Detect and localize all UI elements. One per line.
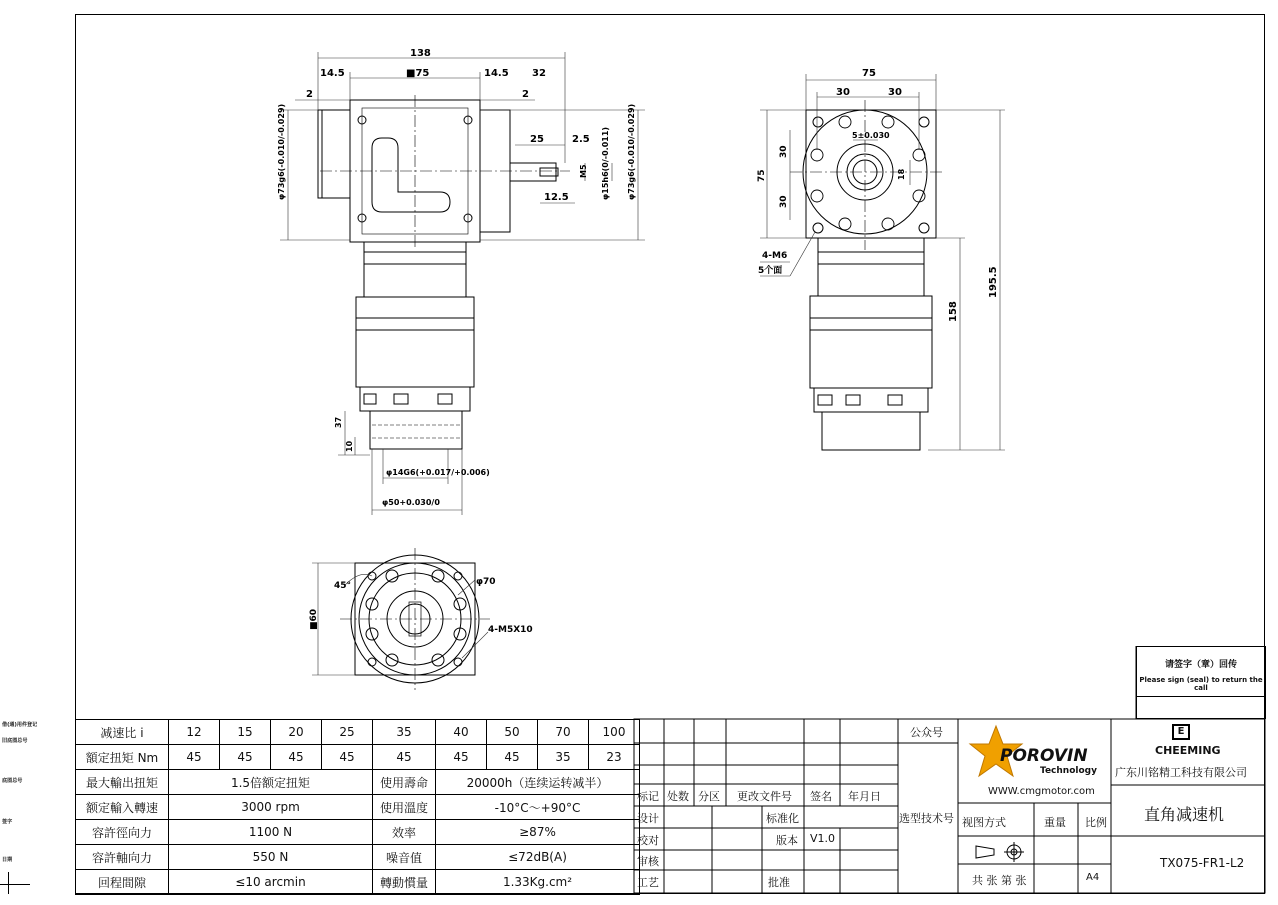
tb-std: 标准化	[766, 812, 799, 825]
dim-25: 25	[530, 134, 544, 145]
spec-label: 容許徑向力	[76, 820, 169, 845]
spec-label: 轉動慣量	[373, 870, 436, 895]
dim-75: 75	[757, 169, 767, 182]
spec-cell: 25	[322, 720, 373, 745]
tb-sig: 签名	[810, 790, 832, 803]
model-number: TX075-FR1-L2	[1160, 856, 1245, 870]
spec-cell: 1.33Kg.cm²	[436, 870, 640, 895]
dim-phi14: φ14G6(+0.017/+0.006)	[386, 468, 490, 477]
dim-138: 138	[410, 48, 431, 59]
dim-5-faces: 5个面	[758, 266, 783, 276]
corner-mark	[0, 884, 30, 885]
dim-2: 2	[522, 89, 529, 100]
side-label: 签字	[2, 818, 13, 825]
tb-selector: 选型技术号	[899, 812, 954, 825]
spec-cell: 550 N	[169, 845, 373, 870]
tb-design: 设计	[637, 812, 659, 825]
projection-symbol-icon	[972, 840, 1028, 862]
spec-cell: ≤10 arcmin	[169, 870, 373, 895]
product-name: 直角减速机	[1144, 805, 1225, 824]
spec-cell: 35	[373, 720, 436, 745]
spec-cell: 45	[487, 745, 538, 770]
spec-cell: 23	[589, 745, 640, 770]
table-row	[76, 795, 640, 820]
spec-cell: 45	[169, 745, 220, 770]
tb-approve: 批准	[768, 876, 790, 889]
table-row	[76, 820, 640, 845]
dim-75: 75	[862, 68, 876, 79]
bottom-view	[312, 548, 490, 690]
side-label: 日期	[2, 856, 13, 863]
spec-cell: 3000 rpm	[169, 795, 373, 820]
dim-14-5: 14.5	[484, 68, 509, 79]
tb-gzh: 公众号	[910, 726, 943, 739]
tb-review: 审核	[637, 855, 659, 868]
tb-scale: 比例	[1085, 816, 1107, 829]
side-label: 底图总号	[2, 777, 23, 784]
sign-return-box	[1136, 646, 1266, 719]
spec-cell: 20	[271, 720, 322, 745]
dim-30: 30	[836, 87, 850, 98]
tb-zone: 分区	[698, 790, 720, 803]
tb-view: 视图方式	[962, 816, 1006, 829]
side-label: 借(通)用件登记	[2, 721, 38, 728]
spec-cell: ≤72dB(A)	[436, 845, 640, 870]
tb-version-label: 版本	[776, 834, 798, 847]
dim-12-5: 12.5	[544, 192, 569, 203]
spec-cell: 1.5倍额定扭矩	[169, 770, 373, 795]
dim-158: 158	[948, 301, 959, 322]
dim-30: 30	[779, 195, 789, 208]
dim-5: 5±0.030	[852, 131, 890, 140]
dim-sq60: ■60	[309, 608, 319, 630]
dim-m5: M5	[579, 164, 588, 178]
front-view	[280, 52, 645, 515]
dim-18: 18	[897, 168, 906, 180]
dim-30: 30	[888, 87, 902, 98]
dim-phi15: φ15h6(0/-0.011)	[601, 126, 610, 200]
tb-craft: 工艺	[637, 876, 659, 889]
tb-doc: 更改文件号	[737, 790, 792, 803]
dim-45deg: 45°	[334, 581, 352, 591]
spec-cell: 35	[538, 745, 589, 770]
spec-label: 效率	[373, 820, 436, 845]
company-name: 广东川铭精工科技有限公司	[1115, 766, 1247, 779]
spec-cell: ≥87%	[436, 820, 640, 845]
dim-2-5: 2.5	[572, 134, 590, 145]
dim-phi73: φ73g6(-0.010/-0.029)	[627, 103, 636, 200]
sign-line: Please sign (seal) to return the call	[1139, 676, 1263, 692]
tb-version: V1.0	[810, 832, 836, 845]
brand-name: CHEEMING	[1155, 744, 1221, 757]
porovin-tech: Technology	[1040, 766, 1097, 776]
spec-label: 回程間隙	[76, 870, 169, 895]
spec-cell: 12	[169, 720, 220, 745]
dim-phi50: φ50+0.030/0	[382, 498, 440, 507]
table-row	[76, 870, 640, 895]
spec-cell: 70	[538, 720, 589, 745]
spec-label: 額定扭矩 Nm	[76, 745, 169, 770]
spec-cell: -10°C～+90°C	[436, 795, 640, 820]
table-row	[76, 845, 640, 870]
corner-mark	[8, 872, 9, 894]
dim-30: 30	[779, 145, 789, 158]
table-row	[76, 745, 640, 770]
spec-label: 使用壽命	[373, 770, 436, 795]
url-text: WWW.cmgmotor.com	[988, 786, 1095, 797]
tb-count: 处数	[667, 790, 689, 803]
spec-label: 容許軸向力	[76, 845, 169, 870]
spec-label: 最大輸出扭矩	[76, 770, 169, 795]
dim-phi70: φ70	[476, 577, 496, 587]
spec-cell: 45	[436, 745, 487, 770]
spec-cell: 45	[220, 745, 271, 770]
spec-table	[75, 719, 640, 895]
dim-4-m5x10: 4-M5X10	[488, 625, 533, 635]
dim-37: 37	[334, 416, 343, 428]
table-row	[76, 770, 640, 795]
dim-10: 10	[345, 440, 354, 452]
tb-paper: A4	[1086, 872, 1100, 883]
spec-label: 噪音值	[373, 845, 436, 870]
dim-4-m6: 4-M6	[762, 251, 788, 261]
spec-label: 减速比 i	[76, 720, 169, 745]
tb-date: 年月日	[848, 790, 881, 803]
dim-sq75: ■75	[406, 68, 430, 79]
dim-2: 2	[306, 89, 313, 100]
spec-cell: 15	[220, 720, 271, 745]
tb-weight: 重量	[1044, 816, 1066, 829]
spec-cell: 50	[487, 720, 538, 745]
dim-32: 32	[532, 68, 546, 79]
tb-total: 共 张 第 张	[972, 874, 1027, 887]
tb-mark: 标记	[637, 790, 659, 803]
spec-label: 使用溫度	[373, 795, 436, 820]
spec-cell: 40	[436, 720, 487, 745]
porovin-wordmark: POROVIN	[1000, 746, 1088, 766]
table-row	[76, 720, 640, 745]
spec-cell: 45	[271, 745, 322, 770]
dim-phi73: φ73g6(-0.010/-0.029)	[277, 103, 286, 200]
spec-cell: 20000h（连续运转减半）	[436, 770, 640, 795]
tb-check: 校对	[637, 834, 659, 847]
spec-cell: 1100 N	[169, 820, 373, 845]
dim-14-5: 14.5	[320, 68, 345, 79]
side-label: 旧底图总号	[2, 737, 28, 744]
sign-line: 请签字（章）回传	[1164, 660, 1237, 670]
spec-label: 额定輸入轉速	[76, 795, 169, 820]
dim-195-5: 195.5	[988, 266, 999, 298]
spec-cell: 45	[373, 745, 436, 770]
cheeming-logo-icon: E	[1172, 724, 1190, 740]
spec-cell: 45	[322, 745, 373, 770]
spec-cell: 100	[589, 720, 640, 745]
